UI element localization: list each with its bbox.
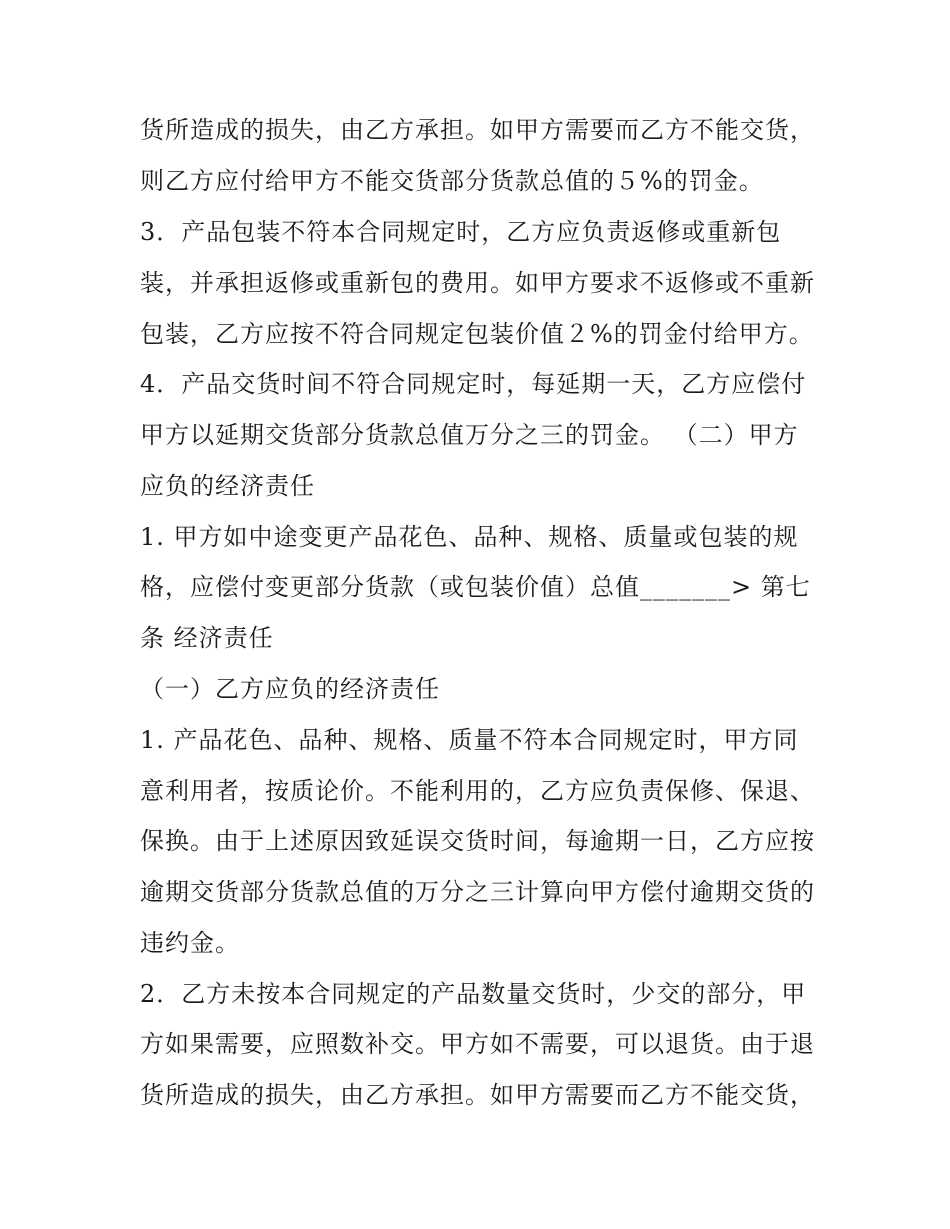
text-line: 1. 甲方如中途变更产品花色、品种、规格、质量或包装的规 [140, 523, 799, 551]
text-line: 逾期交货部分货款总值的万分之三计算向甲方偿付逾期交货的 [140, 878, 815, 906]
text-line: 3．产品包装不符本合同规定时，乙方应负责返修或重新包 [140, 218, 782, 246]
text-line: 4．产品交货时间不符合同规定时，每延期一天，乙方应偿付 [140, 370, 807, 398]
text-line: 装，并承担返修或重新包的费用。如甲方要求不返修或不重新 [140, 269, 815, 297]
text-line: 意利用者，按质论价。不能利用的，乙方应负责保修、保退、 [140, 777, 815, 805]
text-line: 2．乙方未按本合同规定的产品数量交货时，少交的部分，甲 [140, 980, 807, 1008]
text-line: 违约金。 [140, 929, 240, 957]
text-line: 1. 产品花色、品种、规格、质量不符本合同规定时，甲方同 [140, 726, 799, 754]
text-line: 保换。由于上述原因致延误交货时间，每逾期一日，乙方应按 [140, 827, 815, 855]
text-line: 则乙方应付给甲方不能交货部分货款总值的５%的罚金。 [140, 167, 764, 195]
text-line: 货所造成的损失，由乙方承担。如甲方需要而乙方不能交货， [140, 116, 815, 144]
text-line: 格，应偿付变更部分货款（或包装价值）总值_______> 第七 [140, 573, 811, 601]
text-line: 条 经济责任 [140, 624, 274, 652]
text-line: 货所造成的损失，由乙方承担。如甲方需要而乙方不能交货， [140, 1081, 815, 1109]
text-line: （一）乙方应负的经济责任 [140, 675, 440, 703]
text-line: 甲方以延期交货部分货款总值万分之三的罚金。 （二）甲方 [140, 421, 799, 449]
text-line: 包装，乙方应按不符合同规定包装价值２%的罚金付给甲方。 [140, 320, 814, 348]
text-line: 方如果需要，应照数补交。甲方如不需要，可以退货。由于退 [140, 1030, 815, 1058]
text-line: 应负的经济责任 [140, 472, 315, 500]
